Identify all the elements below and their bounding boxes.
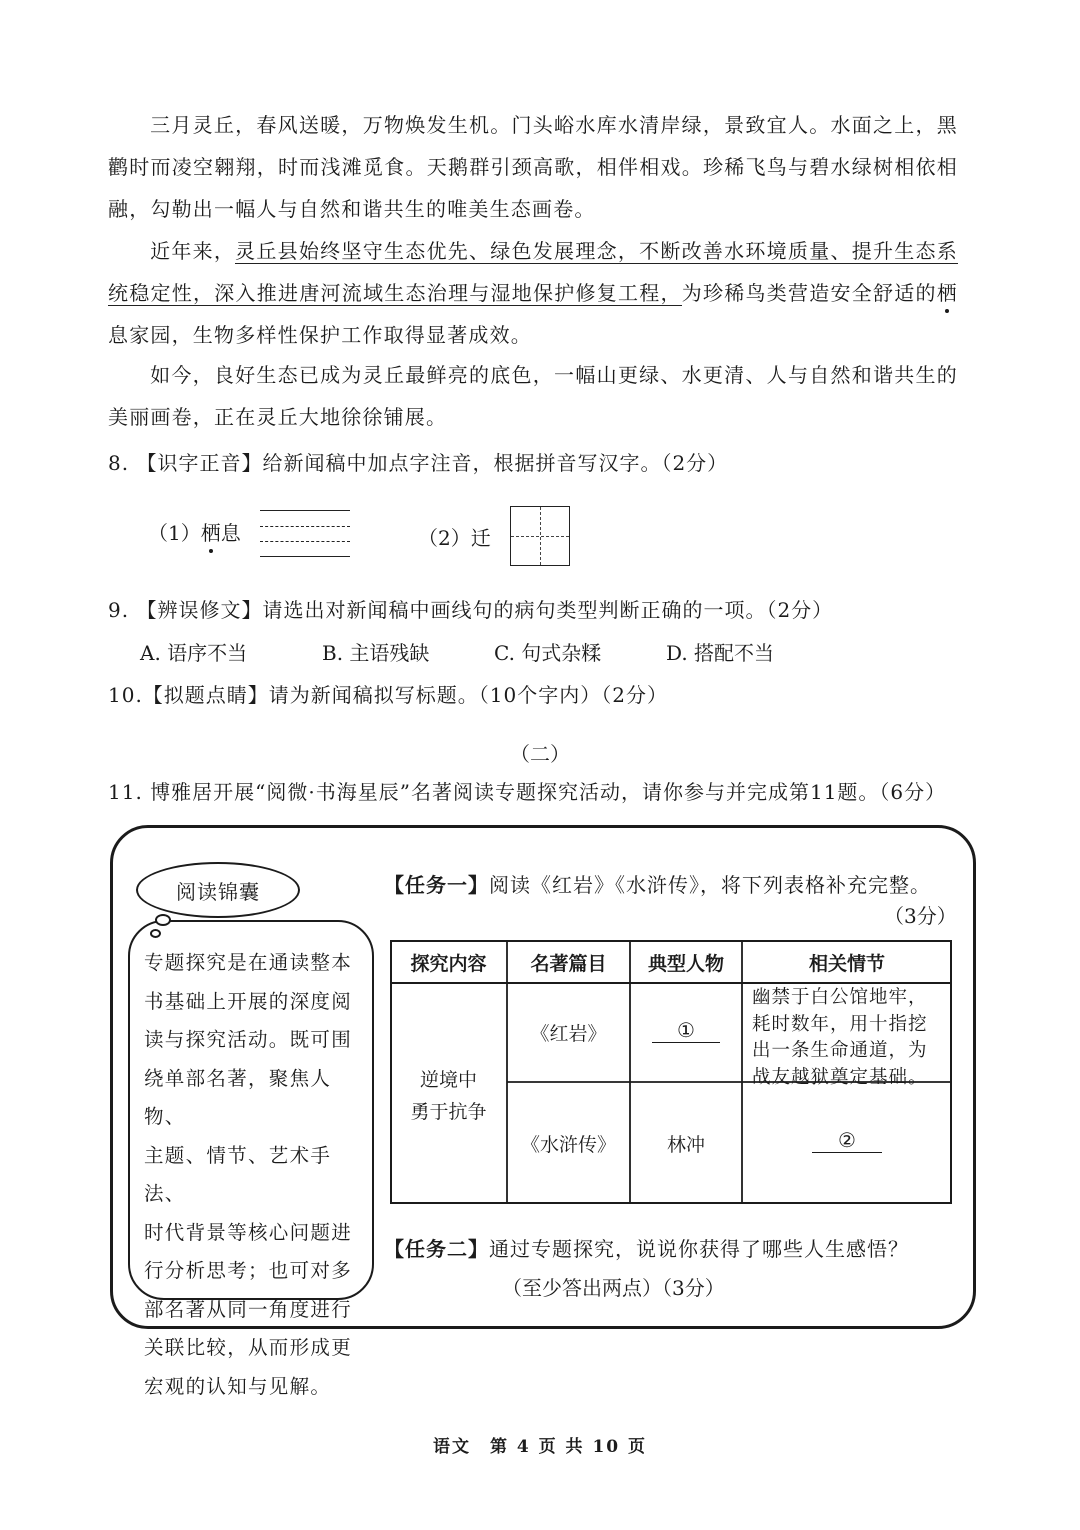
- exploration-table: [390, 940, 952, 1204]
- tips-line: 宏观的认知与见解。: [144, 1374, 332, 1398]
- question-8-item-1: [148, 517, 241, 546]
- option-b[interactable]: B. 主语残缺: [322, 641, 430, 665]
- article-paragraph-2: [108, 230, 958, 356]
- plot-blank-2[interactable]: [742, 1128, 952, 1153]
- article-p2-pre: 近年来，: [150, 239, 236, 263]
- option-a[interactable]: A. 语序不当: [140, 641, 248, 665]
- page-footer: 语文 第 4 页 共 10 页: [432, 1437, 648, 1457]
- task-2-tag: 【任务二】: [384, 1237, 489, 1261]
- header-book: 名著篇目: [530, 953, 607, 975]
- plot-line: 战友越狱奠定基础。: [752, 1066, 928, 1088]
- article-p2-post-b: 息家园，生物多样性保护工作取得显著成效。: [108, 323, 532, 347]
- option-d[interactable]: D. 搭配不当: [666, 641, 775, 665]
- tips-line: 主题、情节、艺术手法、: [144, 1143, 332, 1205]
- plot-line: 出一条生命通道，为: [752, 1040, 928, 1061]
- blank-1-marker: ①: [652, 1018, 720, 1043]
- article-paragraph-1: [108, 104, 958, 230]
- task-2-heading: [384, 1233, 909, 1262]
- task-1-tag: 【任务一】: [384, 873, 489, 897]
- section-heading: （二）: [510, 742, 570, 766]
- content-line: 逆境中: [419, 1069, 477, 1091]
- tips-line: 绕单部名著，聚焦人物、: [144, 1066, 332, 1128]
- tips-line: 行分析思考；也可对多: [144, 1259, 353, 1282]
- blank-2-marker: ②: [812, 1128, 882, 1153]
- underlined-sentence: 灵丘县始终坚守生态优先、绿色发展理念，不断改善水环境质量、提升生态系统稳定性，深入推进唐河流域生态治理与湿地保护修复工程，: [108, 239, 958, 305]
- content-cell: [390, 1064, 507, 1128]
- item-1-rest: 息: [220, 521, 241, 545]
- content-line: 勇于抗争: [410, 1101, 487, 1123]
- tian-grid-answer-box[interactable]: [510, 506, 570, 566]
- article-p3-text: 如今，良好生态已成为灵丘最鲜亮的底色，一幅山更绿、水更清、人与自然和谐共生的美丽画卷，正在灵丘大地徐徐铺展。: [108, 363, 958, 429]
- question-9-label: 9. 【辨误修文】请选出对新闻稿中画线句的病句类型判断正确的一项。（2分）: [108, 598, 834, 622]
- tips-line: 时代背景等核心问题进: [144, 1220, 353, 1244]
- article-paragraph-3: [108, 354, 958, 438]
- thought-bubble-dot: [150, 929, 161, 938]
- reading-tips-title: 阅读锦囊: [136, 862, 300, 918]
- task-1-text: 阅读《红岩》《水浒传》，将下列表格补充完整。: [489, 873, 931, 897]
- option-c[interactable]: C. 句式杂糅: [494, 641, 602, 665]
- question-8-label: 8. 【识字正音】给新闻稿中加点字注音，根据拼音写汉字。（2分）: [108, 451, 729, 475]
- dotted-character: 栖: [936, 281, 958, 305]
- header-content: 探究内容: [410, 953, 487, 975]
- header-person: 典型人物: [647, 953, 724, 975]
- header-plot: 相关情节: [808, 953, 885, 975]
- article-p1-text: 三月灵丘，春风送暖，万物焕发生机。门头峪水库水清岸绿，景致宜人。水面之上，黑鹳时而凌空翱翔，时而浅滩觅食。天鹅群引颈高歌，相伴相戏。珍稀飞鸟与碧水绿树相依相融，勾勒出一幅人与自然和谐共生的唯美生态画卷。: [108, 113, 958, 221]
- question-10-label: 10.【拟题点睛】请为新闻稿拟写标题。（10个字内）（2分）: [108, 683, 668, 707]
- question-11-label: 11. 博雅居开展“阅微·书海星辰”名著阅读专题探究活动，请你参与并完成第11题。（6分）: [108, 780, 947, 804]
- person-linchong: 林冲: [666, 1134, 705, 1156]
- tips-line: 部名著从同一角度进行: [144, 1297, 353, 1321]
- tips-line: 书基础上开展的深度阅: [144, 989, 353, 1013]
- item-1-number: （1）: [148, 521, 201, 545]
- task-1-score: （3分）: [884, 904, 957, 928]
- question-8-item-2: （2）迁: [418, 526, 491, 550]
- thought-bubble-dot: [155, 914, 171, 926]
- reading-tips-text: [144, 944, 368, 1406]
- person-blank-1[interactable]: [630, 1018, 742, 1043]
- task-2-text: 通过专题探究，说说你获得了哪些人生感悟？: [489, 1237, 909, 1261]
- item-1-dotted-char: 栖: [200, 521, 221, 545]
- book-shuihu: 《水浒传》: [520, 1134, 616, 1156]
- tips-line: 读与探究活动。既可围: [144, 1028, 353, 1051]
- plot-line: 耗时数年，用十指挖: [752, 1013, 928, 1035]
- task-2-note: （至少答出两点）（3分）: [502, 1276, 725, 1300]
- task-1-heading: [384, 869, 931, 898]
- book-hongyan: 《红岩》: [530, 1023, 607, 1045]
- plot-hongyan: [752, 985, 928, 1091]
- tips-line: 专题探究是在通读整本: [144, 951, 353, 974]
- article-p2-post-a: 为珍稀鸟类营造安全舒适的: [681, 281, 937, 305]
- plot-line: 幽禁于白公馆地牢，: [752, 987, 928, 1008]
- tips-line: 关联比较，从而形成更: [144, 1336, 353, 1359]
